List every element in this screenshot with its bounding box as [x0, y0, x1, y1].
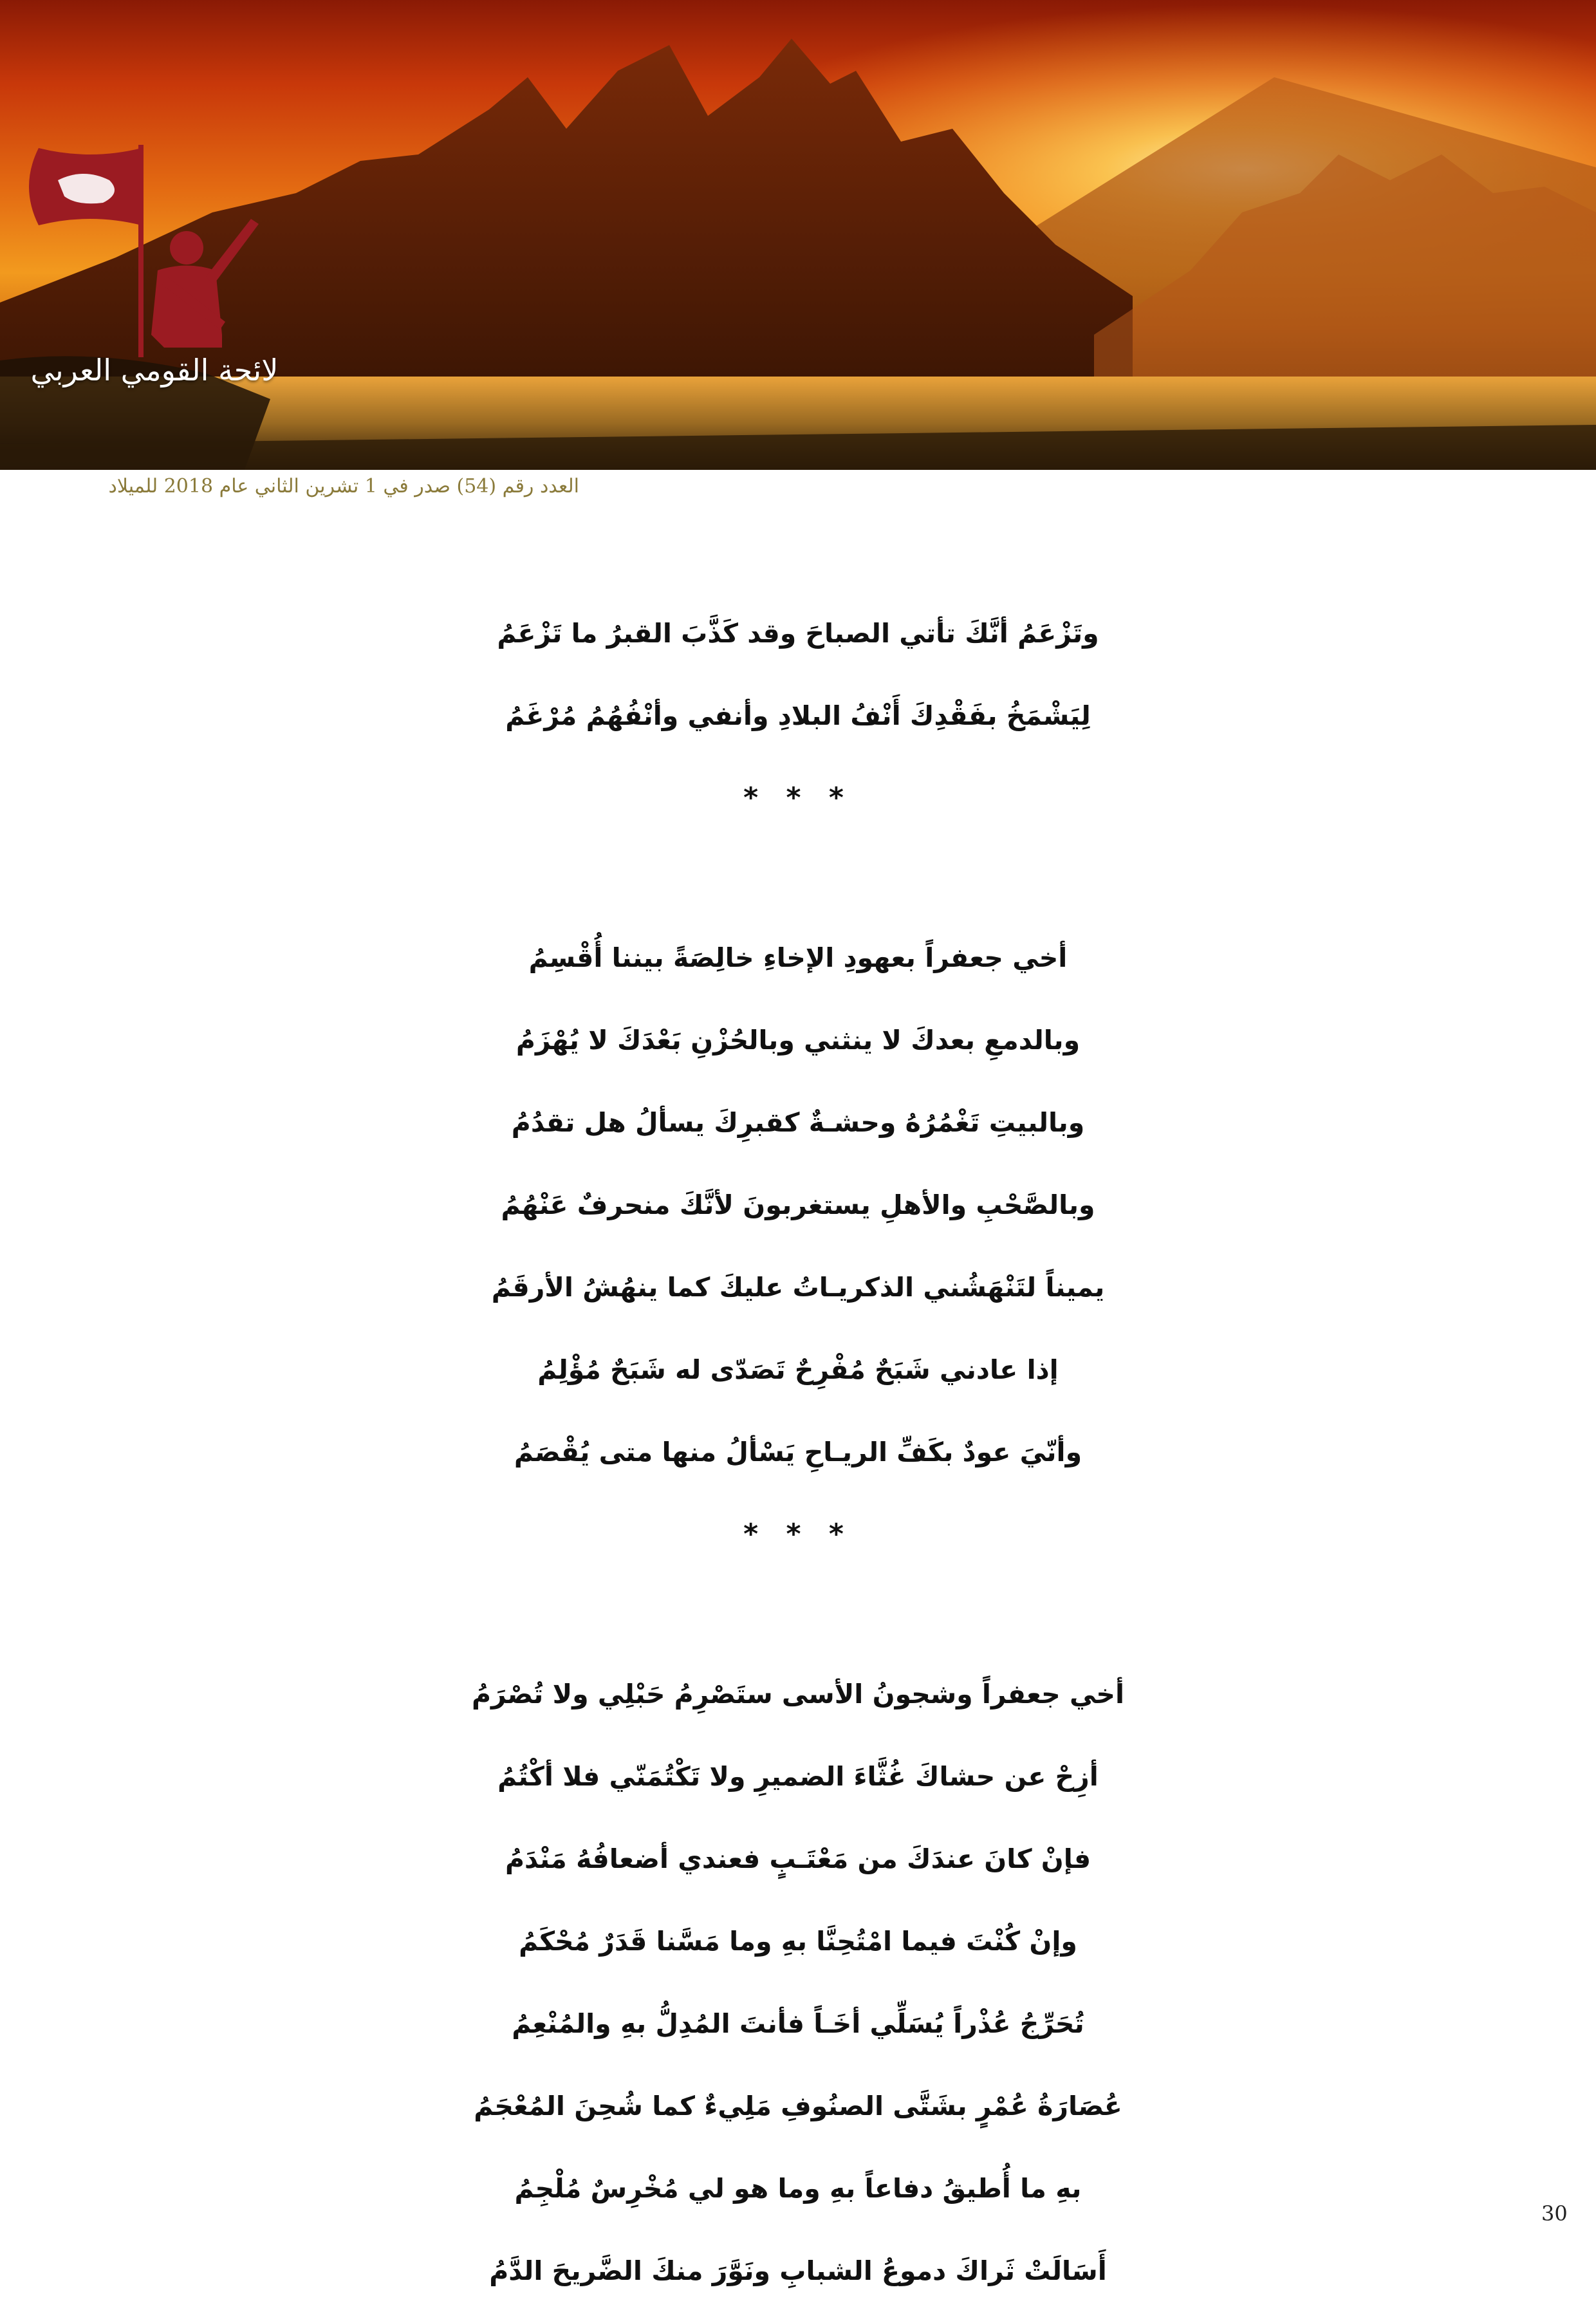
logo-caption: لائحة القومي العربي [30, 353, 279, 387]
verse: فإنْ كانَ عندَكَ من مَعْتَـبٍ فعندي أضعافُهُ مَنْدَمُ [505, 1843, 1091, 1874]
verse: وبالصَّحْبِ والأهلِ يستغربونَ لأنَّكَ منحرفٌ عَنْهُمُ [501, 1189, 1095, 1220]
poem [322, 592, 1274, 2312]
verse: وتَزْعَمُ أنَّكَ تأتي الصباحَ وقد كَذَّبَ القبرُ ما تَزْعَمُ [497, 618, 1099, 649]
verse: عُصَارَةُ عُمْرٍ بشَتَّى الصنُوفِ مَلِيءٌ كما شُحِنَ المُعْجَمُ [474, 2091, 1122, 2121]
verse: أَسَالَتْ ثَراكَ دموعُ الشبابِ ونَوَّرَ منكَ الضَّريحَ الدَّمُ [489, 2255, 1107, 2286]
stanza-separator: * * * [743, 781, 853, 814]
verse: وبالدمعِ بعدكَ لا ينثني وبالحُزْنِ بَعْدَكَ لا يُهْزَمُ [515, 1025, 1081, 1056]
verse: وأنّيَ عودٌ بكَفِّ الريـاحِ يَسْألُ منها متى يُقْصَمُ [514, 1437, 1082, 1468]
verse: أخي جعفراً وشجونُ الأسى ستَصْرِمُ حَبْلِي ولا تُصْرَمُ [471, 1679, 1125, 1710]
verse: إذا عادني شَبَحٌ مُفْرِحٌ تَصَدّى له شَبَحٌ مُؤْلِمُ [537, 1354, 1059, 1385]
verse: وبالبيتِ تَغْمُرُهُ وحشـةٌ كقبرِكَ يسألُ هل تقدُمُ [511, 1107, 1085, 1138]
verse: وإنْ كُنْتَ فيما امْتُحِنَّا بهِ وما مَسَّنا قَدَرٌ مُحْكَمُ [519, 1926, 1077, 1957]
verse: أخي جعفراً بعهودِ الإخاءِ خالِصَةً بيننا أُقْسِمُ [528, 942, 1068, 973]
header-banner [0, 0, 1596, 470]
page-number: 30 [1541, 2201, 1568, 2226]
verse: تُحَرِّجُ عُذْراً يُسَلِّي أخَـاً فأنتَ المُدِلُّ بهِ والمُنْعِمُ [512, 2008, 1084, 2039]
stanza-separator: * * * [743, 1518, 853, 1551]
issue-line: العدد رقم (54) صدر في 1 تشرين الثاني عام 2018 للميلاد [108, 475, 579, 498]
verse: لِيَشْمَخُ بفَقْدِكَ أَنْفُ البلادِ وأنفي وأنْفُهُمُ مُرْغَمُ [505, 700, 1091, 731]
verse: أزِحْ عن حشاكَ غُثَّاءَ الضميرِ ولا تَكْتُمَنّي فلا أكْتُمُ [497, 1761, 1099, 1792]
verse: بهِ ما أُطيقُ دفاعاً بهِ وما هو لي مُخْرِسٌ مُلْجِمُ [514, 2173, 1082, 2204]
verse: يميناً لتَنْهَشُني الذكريـاتُ عليكَ كما ينهُشُ الأرقَمُ [491, 1272, 1105, 1303]
